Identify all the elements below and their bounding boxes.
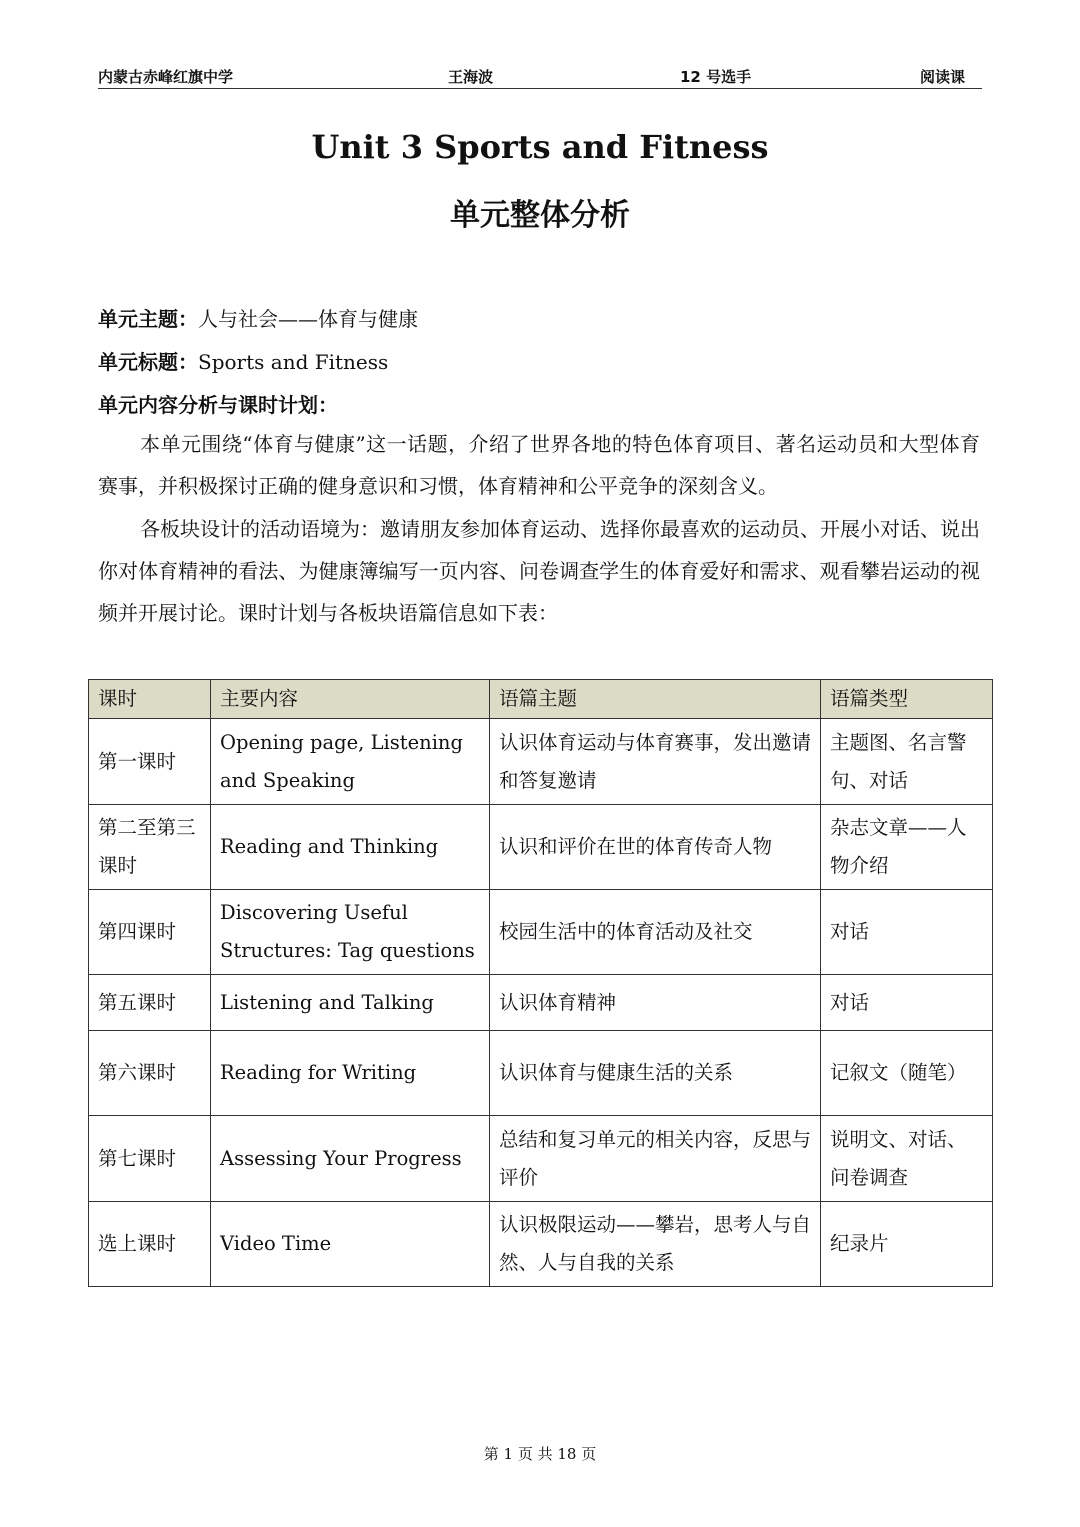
table-row	[89, 1202, 993, 1287]
table-header-cell: 主要内容	[211, 680, 490, 719]
table-row	[89, 1116, 993, 1202]
unit-title-value: Sports and Fitness	[198, 350, 389, 374]
table-row	[89, 1031, 993, 1116]
table-cell: 记叙文（随笔）	[821, 1031, 993, 1116]
unit-theme-label: 单元主题：	[98, 307, 198, 331]
table-cell: 第七课时	[89, 1116, 211, 1202]
table-header-cell: 语篇主题	[490, 680, 821, 719]
unit-title	[98, 346, 388, 375]
document-title-en: Unit 3 Sports and Fitness	[311, 128, 769, 166]
table-cell: 校园生活中的体育活动及社交	[490, 890, 821, 975]
document-title-cn: 单元整体分析	[450, 198, 630, 233]
table-cell: 认识和评价在世的体育传奇人物	[490, 805, 821, 890]
table-header-cell: 语篇类型	[821, 680, 993, 719]
table-cell: 第二至第三课时	[89, 805, 211, 890]
intro-paragraph-2: 各板块设计的活动语境为：邀请朋友参加体育运动、选择你最喜欢的运动员、开展小对话、说出你对体育精神的看法、为健康簿编写一页内容、问卷调查学生的体育爱好和需求、观看攀岩运动的视频并开展讨论。课时计划与各板块语篇信息如下表：	[98, 517, 980, 625]
header-school: 内蒙古赤峰红旗中学	[98, 68, 234, 86]
table-cell: 第六课时	[89, 1031, 211, 1116]
table-row	[89, 890, 993, 975]
analysis-heading	[98, 389, 338, 418]
unit-title-label: 单元标题：	[98, 350, 198, 374]
analysis-heading-label: 单元内容分析与课时计划：	[98, 393, 338, 417]
page-header	[98, 62, 982, 89]
table-cell: 纪录片	[821, 1202, 993, 1287]
table-cell: 主题图、名言警句、对话	[821, 719, 993, 805]
table-cell: 认识极限运动——攀岩，思考人与自然、人与自我的关系	[490, 1202, 821, 1287]
table-cell: Reading and Thinking	[211, 805, 490, 890]
table-cell: 第四课时	[89, 890, 211, 975]
table-cell: 认识体育运动与体育赛事，发出邀请和答复邀请	[490, 719, 821, 805]
header-lesson-type: 阅读课	[920, 68, 966, 86]
table-cell: 认识体育与健康生活的关系	[490, 1031, 821, 1116]
table-row	[89, 975, 993, 1031]
page-footer: 第 1 页 共 18 页	[483, 1445, 597, 1463]
header-name: 王海波	[448, 68, 494, 86]
table-cell: Opening page, Listening and Speaking	[211, 719, 490, 805]
lesson-plan-table	[88, 679, 993, 1287]
table-header-row	[89, 680, 993, 719]
table-cell: 选上课时	[89, 1202, 211, 1287]
header-number: 12 号选手	[680, 68, 752, 86]
table-cell: Video Time	[211, 1202, 490, 1287]
table-cell: Reading for Writing	[211, 1031, 490, 1116]
intro-paragraph-1: 本单元围绕“体育与健康”这一话题，介绍了世界各地的特色体育项目、著名运动员和大型体育赛事，并积极探讨正确的健身意识和习惯，体育精神和公平竞争的深刻含义。	[98, 432, 980, 498]
table-cell: 对话	[821, 975, 993, 1031]
table-cell: 说明文、对话、问卷调查	[821, 1116, 993, 1202]
table-cell: Discovering Useful Structures: Tag questions	[211, 890, 490, 975]
table-cell: 第五课时	[89, 975, 211, 1031]
table-row	[89, 719, 993, 805]
table-cell: 总结和复习单元的相关内容，反思与评价	[490, 1116, 821, 1202]
table-cell: 认识体育精神	[490, 975, 821, 1031]
table-cell: 杂志文章——人物介绍	[821, 805, 993, 890]
table-cell: 第一课时	[89, 719, 211, 805]
table-cell: 对话	[821, 890, 993, 975]
unit-theme-value: 人与社会——体育与健康	[198, 307, 418, 331]
unit-theme	[98, 303, 418, 332]
table-cell: Listening and Talking	[211, 975, 490, 1031]
table-row	[89, 805, 993, 890]
table-cell: Assessing Your Progress	[211, 1116, 490, 1202]
table-header-cell: 课时	[89, 680, 211, 719]
